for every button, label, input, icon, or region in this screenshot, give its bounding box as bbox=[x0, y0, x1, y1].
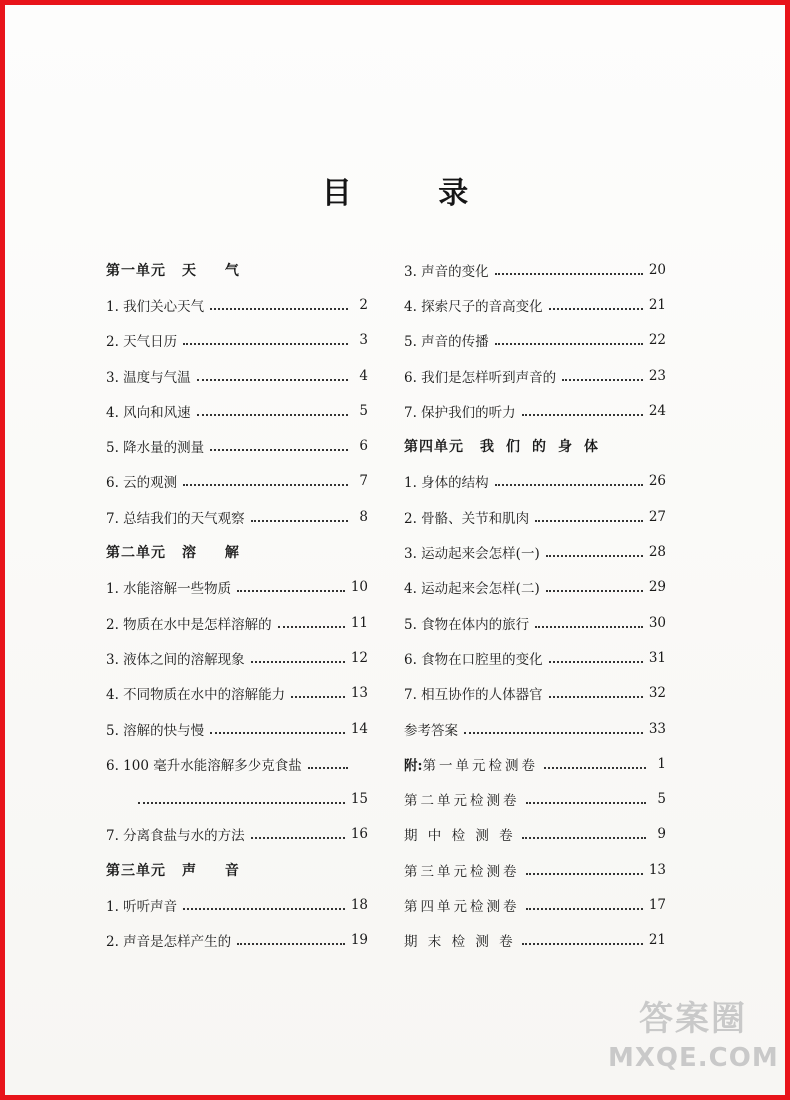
appendix-label: 第一单元检测卷 bbox=[422, 757, 538, 774]
entry-label: 5. 溶解的快与慢 bbox=[106, 722, 205, 739]
dot-leader bbox=[197, 379, 348, 381]
dot-leader bbox=[210, 732, 345, 734]
unit-subtitle: 溶 解 bbox=[182, 545, 251, 562]
entry-label: 3. 运动起来会怎样(一) bbox=[404, 546, 540, 563]
toc-entry[interactable] bbox=[404, 676, 666, 711]
entry-label bbox=[404, 754, 538, 774]
dot-leader bbox=[251, 661, 345, 663]
toc-right-column bbox=[404, 252, 666, 958]
unit-title: 第一单元 bbox=[106, 262, 166, 279]
entry-page-number: 30 bbox=[648, 614, 666, 631]
entry-label: 4. 不同物质在水中的溶解能力 bbox=[106, 687, 286, 704]
entry-page-number: 5 bbox=[359, 402, 368, 419]
entry-page-number: 3 bbox=[359, 332, 368, 349]
page-title: 目 录 bbox=[321, 176, 507, 211]
entry-page-number: 17 bbox=[648, 896, 666, 913]
entry-label: 2. 天气日历 bbox=[106, 334, 178, 351]
toc-entry[interactable] bbox=[404, 252, 666, 287]
toc-entry[interactable] bbox=[106, 781, 368, 816]
entry-page-number: 24 bbox=[648, 402, 666, 419]
dot-leader bbox=[183, 908, 345, 910]
unit-subtitle: 声 音 bbox=[182, 862, 251, 879]
entry-label: 1. 水能溶解一些物质 bbox=[106, 581, 232, 598]
toc-entry[interactable] bbox=[404, 323, 666, 358]
dot-leader bbox=[522, 837, 646, 839]
dot-leader bbox=[210, 449, 348, 451]
dot-leader bbox=[495, 273, 643, 275]
entry-label: 第四单元检测卷 bbox=[404, 898, 520, 915]
unit-heading bbox=[106, 852, 368, 887]
entry-page-number: 31 bbox=[648, 649, 666, 666]
toc-entry[interactable] bbox=[106, 499, 368, 534]
toc-entry[interactable] bbox=[106, 428, 368, 463]
dot-leader bbox=[237, 590, 345, 592]
appendix-prefix: 附: bbox=[404, 757, 423, 774]
entry-page-number: 21 bbox=[648, 932, 666, 949]
entry-page-number: 6 bbox=[359, 438, 368, 455]
entry-label: 1. 我们关心天气 bbox=[106, 298, 205, 315]
entry-page-number: 4 bbox=[359, 367, 368, 384]
entry-label: 5. 声音的传播 bbox=[404, 334, 489, 351]
dot-leader bbox=[549, 308, 643, 310]
dot-leader bbox=[526, 873, 643, 875]
dot-leader bbox=[251, 520, 348, 522]
dot-leader bbox=[526, 802, 647, 804]
dot-leader bbox=[522, 943, 643, 945]
unit-title: 第二单元 bbox=[106, 545, 166, 562]
entry-page-number: 19 bbox=[350, 932, 368, 949]
entry-label: 5. 降水量的测量 bbox=[106, 440, 205, 457]
toc-entry[interactable] bbox=[404, 287, 666, 322]
dot-leader bbox=[210, 308, 348, 310]
entry-label: 3. 声音的变化 bbox=[404, 263, 489, 280]
entry-label: 7. 相互协作的人体器官 bbox=[404, 687, 543, 704]
toc-entry[interactable] bbox=[106, 570, 368, 605]
entry-page-number: 13 bbox=[350, 685, 368, 702]
entry-label: 6. 100 毫升水能溶解多少克食盐 bbox=[106, 757, 302, 774]
entry-label: 6. 食物在口腔里的变化 bbox=[404, 651, 543, 668]
unit-subtitle: 天 气 bbox=[182, 262, 251, 279]
toc-entry[interactable] bbox=[106, 323, 368, 358]
entry-page-number: 21 bbox=[648, 296, 666, 313]
unit-title: 第四单元 bbox=[404, 439, 464, 456]
entry-page-number: 22 bbox=[648, 332, 666, 349]
entry-label: 7. 总结我们的天气观察 bbox=[106, 510, 245, 527]
unit-heading bbox=[106, 534, 368, 569]
entry-label: 6. 云的观测 bbox=[106, 475, 178, 492]
toc-entry[interactable] bbox=[106, 817, 368, 852]
dot-leader bbox=[546, 590, 643, 592]
toc-entry[interactable] bbox=[404, 817, 666, 852]
dot-leader bbox=[549, 661, 643, 663]
dot-leader bbox=[546, 555, 643, 557]
toc-entry[interactable] bbox=[106, 746, 368, 781]
dot-leader bbox=[251, 837, 345, 839]
entry-page-number: 23 bbox=[648, 367, 666, 384]
toc-entry[interactable] bbox=[404, 887, 666, 922]
watermark-top: 答案圈 bbox=[639, 999, 747, 1039]
toc-entry[interactable] bbox=[106, 605, 368, 640]
toc-entry[interactable] bbox=[404, 358, 666, 393]
unit-subtitle: 我们的身体 bbox=[480, 439, 610, 456]
entry-label: 2. 声音是怎样产生的 bbox=[106, 934, 232, 951]
toc-entry[interactable] bbox=[404, 781, 666, 816]
toc-entry[interactable] bbox=[106, 640, 368, 675]
dot-leader bbox=[495, 484, 643, 486]
dot-leader bbox=[237, 943, 345, 945]
entry-label: 期 中 检 测 卷 bbox=[404, 828, 516, 845]
dot-leader bbox=[562, 379, 643, 381]
toc-left-column bbox=[106, 252, 368, 958]
entry-label: 6. 我们是怎样听到声音的 bbox=[404, 369, 557, 386]
watermark-logo bbox=[608, 998, 778, 1090]
toc-entry[interactable] bbox=[106, 923, 368, 958]
toc-entry[interactable] bbox=[106, 393, 368, 428]
entry-label: 7. 分离食盐与水的方法 bbox=[106, 828, 245, 845]
dot-leader bbox=[197, 414, 348, 416]
entry-page-number: 12 bbox=[350, 649, 368, 666]
entry-page-number: 7 bbox=[359, 473, 368, 490]
dot-leader bbox=[464, 732, 643, 734]
toc-entry[interactable] bbox=[404, 746, 666, 781]
dot-leader bbox=[291, 696, 345, 698]
dot-leader bbox=[535, 520, 643, 522]
entry-page-number: 26 bbox=[648, 473, 666, 490]
toc-entry[interactable] bbox=[106, 676, 368, 711]
entry-page-number: 11 bbox=[350, 614, 368, 631]
entry-label: 参考答案 bbox=[404, 722, 458, 739]
unit-title: 第三单元 bbox=[106, 862, 166, 879]
toc-entry[interactable] bbox=[106, 464, 368, 499]
entry-label: 3. 温度与气温 bbox=[106, 369, 191, 386]
dot-leader bbox=[278, 626, 345, 628]
entry-label: 2. 骨骼、关节和肌肉 bbox=[404, 510, 530, 527]
entry-page-number: 18 bbox=[350, 896, 368, 913]
entry-label: 期 末 检 测 卷 bbox=[404, 934, 516, 951]
entry-page-number: 13 bbox=[648, 861, 666, 878]
dot-leader bbox=[308, 767, 348, 769]
toc-entry[interactable] bbox=[106, 711, 368, 746]
toc-entry[interactable] bbox=[404, 923, 666, 958]
toc-entry[interactable] bbox=[404, 393, 666, 428]
toc-entry[interactable] bbox=[404, 464, 666, 499]
dot-leader bbox=[522, 414, 643, 416]
entry-page-number: 5 bbox=[657, 791, 666, 808]
toc-entry[interactable] bbox=[404, 711, 666, 746]
entry-page-number: 16 bbox=[350, 826, 368, 843]
entry-page-number: 8 bbox=[359, 508, 368, 525]
entry-label: 第二单元检测卷 bbox=[404, 793, 520, 810]
entry-page-number: 32 bbox=[648, 685, 666, 702]
entry-label: 第三单元检测卷 bbox=[404, 863, 520, 880]
toc-entry[interactable] bbox=[404, 852, 666, 887]
dot-leader bbox=[535, 626, 643, 628]
entry-label: 4. 风向和风速 bbox=[106, 404, 191, 421]
toc-entry[interactable] bbox=[404, 605, 666, 640]
dot-leader bbox=[526, 908, 643, 910]
entry-page-number: 28 bbox=[648, 544, 666, 561]
entry-page-number: 20 bbox=[648, 261, 666, 278]
entry-label: 1. 身体的结构 bbox=[404, 475, 489, 492]
toc-entry[interactable] bbox=[404, 534, 666, 569]
dot-leader bbox=[183, 343, 348, 345]
entry-label: 4. 运动起来会怎样(二) bbox=[404, 581, 540, 598]
toc-entry[interactable] bbox=[404, 570, 666, 605]
entry-page-number: 14 bbox=[350, 720, 368, 737]
entry-page-number: 2 bbox=[359, 296, 368, 313]
toc-entry[interactable] bbox=[106, 287, 368, 322]
dot-leader bbox=[495, 343, 643, 345]
entry-page-number: 9 bbox=[657, 826, 666, 843]
toc-entry[interactable] bbox=[404, 640, 666, 675]
entry-page-number: 15 bbox=[350, 791, 368, 808]
unit-heading bbox=[404, 428, 666, 463]
dot-leader bbox=[138, 802, 345, 804]
entry-label: 3. 液体之间的溶解现象 bbox=[106, 651, 245, 668]
toc-entry[interactable] bbox=[106, 358, 368, 393]
toc-entry[interactable] bbox=[106, 887, 368, 922]
dot-leader bbox=[549, 696, 643, 698]
entry-page-number: 27 bbox=[648, 508, 666, 525]
entry-label: 1. 听听声音 bbox=[106, 898, 178, 915]
entry-page-number: 10 bbox=[350, 579, 368, 596]
entry-label: 5. 食物在体内的旅行 bbox=[404, 616, 530, 633]
dot-leader bbox=[544, 767, 646, 769]
entry-label: 2. 物质在水中是怎样溶解的 bbox=[106, 616, 272, 633]
entry-label: 4. 探索尺子的音高变化 bbox=[404, 298, 543, 315]
entry-page-number: 1 bbox=[657, 755, 666, 772]
entry-label: 7. 保护我们的听力 bbox=[404, 404, 516, 421]
watermark-bottom: MXQE.COM bbox=[608, 1043, 779, 1073]
entry-page-number: 29 bbox=[648, 579, 666, 596]
dot-leader bbox=[183, 484, 348, 486]
unit-heading bbox=[106, 252, 368, 287]
toc-entry[interactable] bbox=[404, 499, 666, 534]
entry-page-number: 33 bbox=[648, 720, 666, 737]
